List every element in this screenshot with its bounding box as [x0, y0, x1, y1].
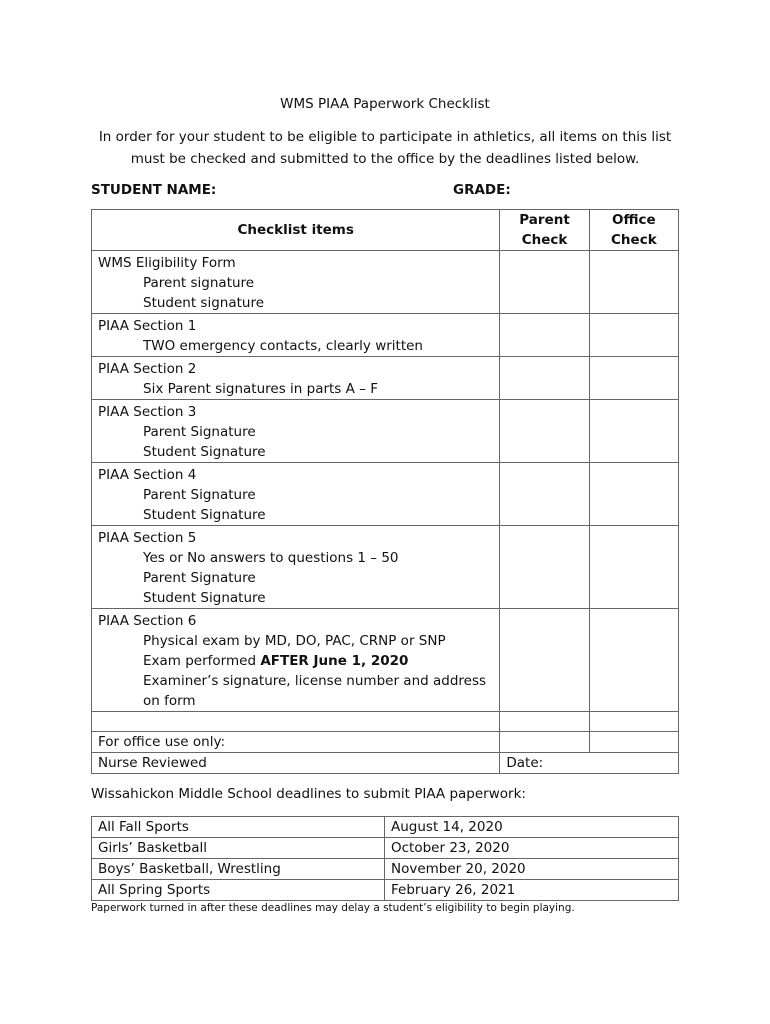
deadlines-title: Wissahickon Middle School deadlines to submit PIAA paperwork: — [91, 786, 526, 802]
office-check-header — [589, 210, 678, 251]
checklist-item — [92, 609, 500, 712]
parent-check-cell[interactable] — [500, 357, 589, 400]
checklist-row-section2 — [92, 357, 679, 400]
sport-cell: Boys’ Basketball, Wrestling — [92, 859, 385, 880]
checklist-row-section1 — [92, 314, 679, 357]
checklist-row-section4 — [92, 463, 679, 526]
checklist-row-section5 — [92, 526, 679, 609]
checklist-item-title: PIAA Section 3 — [98, 404, 197, 420]
checklist-item — [92, 400, 500, 463]
checklist-subitem — [98, 651, 493, 671]
checklist-subitem: Student Signature — [143, 507, 266, 523]
nurse-reviewed-label: Nurse Reviewed — [92, 753, 500, 774]
checklist-item — [92, 357, 500, 400]
office-check-header-line1: Office — [611, 212, 656, 228]
checklist-item-title: PIAA Section 5 — [98, 530, 197, 546]
parent-check-cell[interactable] — [500, 400, 589, 463]
date-field[interactable]: Date: — [500, 753, 679, 774]
checklist-subitem: Student Signature — [143, 590, 266, 606]
exam-prefix: Exam performed — [143, 653, 261, 669]
checklist-items-header: Checklist items — [92, 210, 500, 251]
office-use-cell — [589, 732, 678, 753]
office-check-cell[interactable] — [589, 526, 678, 609]
checklist-subitem: Parent Signature — [143, 570, 256, 586]
checklist-item — [92, 251, 500, 314]
checklist-header-row — [92, 210, 679, 251]
checklist-subitem: Physical exam by MD, DO, PAC, CRNP or SNP — [143, 633, 446, 649]
table-row — [92, 817, 679, 838]
parent-check-header-line2: Check — [521, 232, 568, 248]
intro-text — [95, 126, 675, 170]
office-check-cell[interactable] — [589, 314, 678, 357]
deadline-date-cell: August 14, 2020 — [385, 817, 679, 838]
checklist-subitem: TWO emergency contacts, clearly written — [143, 338, 423, 354]
checklist-row-eligibility — [92, 251, 679, 314]
checklist-item-title: PIAA Section 6 — [98, 613, 197, 629]
sport-cell: All Spring Sports — [92, 880, 385, 901]
deadline-date-cell: November 20, 2020 — [385, 859, 679, 880]
checklist-item-title: PIAA Section 2 — [98, 361, 197, 377]
office-check-cell[interactable] — [589, 609, 678, 712]
office-check-cell[interactable] — [589, 463, 678, 526]
office-check-cell[interactable] — [589, 357, 678, 400]
checklist-row-section3 — [92, 400, 679, 463]
sport-cell: All Fall Sports — [92, 817, 385, 838]
checklist-item-title: PIAA Section 4 — [98, 467, 197, 483]
checklist-subitem: Six Parent signatures in parts A – F — [143, 381, 378, 397]
checklist-item — [92, 314, 500, 357]
student-name-label: STUDENT NAME: — [91, 182, 217, 198]
footnote: Paperwork turned in after these deadlines may delay a student’s eligibility to begin playing. — [91, 902, 575, 914]
table-row — [92, 838, 679, 859]
checklist-row-empty — [92, 712, 679, 732]
office-use-cell — [500, 732, 589, 753]
checklist-subitem: Student Signature — [143, 444, 266, 460]
exam-date: AFTER June 1, 2020 — [260, 653, 409, 669]
page-title: WMS PIAA Paperwork Checklist — [280, 96, 490, 112]
checklist-subitem: Student signature — [143, 295, 265, 311]
parent-check-cell[interactable] — [500, 526, 589, 609]
checklist-row-section6 — [92, 609, 679, 712]
empty-cell — [92, 712, 500, 732]
checklist-subitem: Parent Signature — [143, 487, 256, 503]
office-check-cell[interactable] — [589, 251, 678, 314]
checklist-subitem: Examiner’s signature, license number and address on form — [143, 673, 487, 709]
nurse-row — [92, 753, 679, 774]
parent-check-cell[interactable] — [500, 463, 589, 526]
parent-check-cell[interactable] — [500, 251, 589, 314]
table-row — [92, 880, 679, 901]
deadline-date-cell: October 23, 2020 — [385, 838, 679, 859]
grade-label: GRADE: — [453, 182, 511, 198]
table-row — [92, 859, 679, 880]
checklist-subitem: Parent signature — [143, 275, 255, 291]
parent-check-cell[interactable] — [500, 314, 589, 357]
checklist-item-title: WMS Eligibility Form — [98, 255, 236, 271]
checklist-subitem: Yes or No answers to questions 1 – 50 — [143, 550, 399, 566]
office-use-row — [92, 732, 679, 753]
sport-cell: Girls’ Basketball — [92, 838, 385, 859]
checklist-item — [92, 526, 500, 609]
deadlines-table — [91, 816, 679, 901]
office-check-cell[interactable] — [589, 400, 678, 463]
parent-check-header-line1: Parent — [519, 212, 570, 228]
checklist-item — [92, 463, 500, 526]
office-check-cell[interactable] — [589, 712, 678, 732]
office-check-header-line2: Check — [611, 232, 657, 248]
deadline-date-cell: February 26, 2021 — [385, 880, 679, 901]
checklist-item-title: PIAA Section 1 — [98, 318, 197, 334]
office-use-label: For office use only: — [92, 732, 500, 753]
intro-line-2: must be checked and submitted to the office by the deadlines listed below. — [130, 151, 640, 167]
parent-check-header — [500, 210, 589, 251]
checklist-table — [91, 209, 679, 774]
parent-check-cell[interactable] — [500, 609, 589, 712]
checklist-subitem: Parent Signature — [143, 424, 256, 440]
intro-line-1: In order for your student to be eligible to participate in athletics, all items on this list — [98, 129, 672, 145]
parent-check-cell[interactable] — [500, 712, 589, 732]
